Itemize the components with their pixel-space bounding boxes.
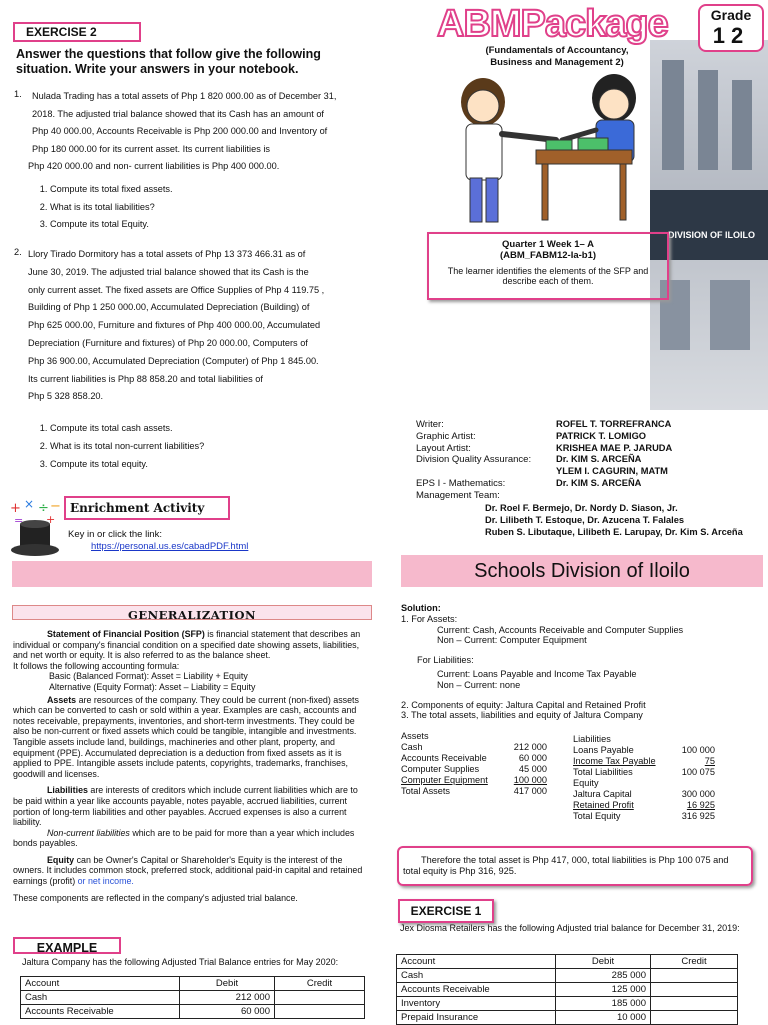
solution-line: Current: Cash, Accounts Receivable and Computer Supplies (437, 624, 684, 635)
exercise2-label: EXERCISE 2 (26, 25, 97, 39)
svg-text:×: × (24, 498, 35, 511)
liability-name: Total Liabilities (573, 767, 633, 777)
asset-name: Cash (401, 742, 423, 752)
table-cell: 285 000 (556, 969, 651, 983)
svg-text:÷: ÷ (38, 501, 49, 516)
q2-line: Building of Php 1 250 000.00, Accumulated Depreciation (Building) of (28, 302, 310, 313)
q2-line: Depreciation (Furniture and fixtures) of Php 20 000.00, Computers of (28, 337, 308, 348)
assets-text: are resources of the company. They could be current (non-fixed) assets which can be converted to cash or sold within a year. Examples are cash, accounts and notes receivable, prepayments, inventories, and short-term investments. They could be also be non-current or fixed assets which could be tangible, intangible and investments. Tangible assets include land, buildings, machineries and other plant, property, and equipment (PPE). Accumulated depreciation is a deduction from fixed assets as it is applied to PPE. Intangible assets include patents, copyrights, trademarks, franchises, goodwill and licenses. (13, 694, 359, 779)
solution-block (401, 603, 761, 721)
q1-line: 2018. The adjusted trial balance showed that its Cash has an amount of (32, 108, 324, 119)
svg-text:+: + (46, 513, 56, 526)
table-row (397, 1011, 738, 1025)
liability-value: 100 000 (681, 745, 715, 755)
generalization-title: GENERALIZATION (128, 608, 256, 622)
table-cell: 10 000 (556, 1011, 651, 1025)
table-cell (275, 1005, 365, 1019)
liability-name: Income Tax Payable (573, 756, 656, 766)
ncl-text: which are to be paid for more than a year which includes bonds payables. (13, 827, 355, 849)
q2-line: Llory Tirado Dormitory has a total assets of Php 13 373 466.31 as of (28, 249, 306, 259)
example-label: EXAMPLE (36, 941, 98, 955)
table-header-cell: Credit (651, 955, 738, 969)
formula-alt: Alternative (Equity Format): Asset – Liability = Equity (49, 681, 256, 692)
building-sign: DIVISION OF ILOILO (650, 190, 768, 260)
enrichment-label: Enrichment Activity (70, 501, 205, 515)
q1-subitems (30, 181, 173, 234)
equity-paragraph (13, 855, 369, 887)
table-header-row (21, 977, 365, 991)
q1-subitem: 2. What is its total liabilities? (50, 199, 173, 217)
conclusion-text: Therefore the total asset is Php 417, 000, total liabilities is Php 100 075 and total equity is Php 316, 925. (403, 855, 729, 876)
table-header-row (397, 955, 738, 969)
q2-line: June 30, 2019. The adjusted trial balance showed that its Cash is the (28, 266, 309, 277)
credit-role: Management Team: (416, 489, 500, 501)
credit-role: Graphic Artist: (416, 430, 476, 442)
assets-term: Assets (47, 694, 77, 705)
q1-subitem: 3. Compute its total Equity. (50, 216, 173, 234)
table-row (21, 1005, 365, 1019)
q2-line: Php 36 900.00, Accumulated Depreciation (Computer) of Php 1 845.00. (28, 355, 319, 366)
example-label-box (13, 937, 121, 954)
team-line: Ruben S. Libutaque, Lilibeth E. Larupay, Dr. Kim S. Arceña (485, 527, 743, 537)
asset-name: Accounts Receivable (401, 753, 487, 763)
exercise2-intro-line1: Answer the questions that follow give the following (16, 47, 321, 61)
team-line: Dr. Lilibeth T. Estoque, Dr. Azucena T. Falales (485, 515, 685, 525)
equity-row (573, 811, 715, 822)
magic-hat-icon (6, 498, 64, 558)
formula-intro: It follows the following accounting formula: (13, 660, 180, 671)
liability-name: Loans Payable (573, 745, 634, 755)
package-title: ABMPackage (437, 3, 668, 45)
q2-subitem: 1. Compute its total cash assets. (50, 419, 204, 437)
left-pink-banner (12, 561, 372, 587)
credit-role: Writer: (416, 419, 444, 430)
ncl-term: Non-current liabilities (47, 827, 130, 838)
enrichment-instruction: Key in or click the link: (68, 529, 162, 540)
q2-subitem: 3. Compute its total equity. (50, 455, 204, 473)
asset-value: 60 000 (518, 753, 547, 763)
table-cell: Cash (21, 991, 180, 1005)
q1-line: Php 420 000.00 and non- current liabilities is Php 400 000.00. (28, 161, 280, 172)
quarter-line2: (ABM_FABM12-Ia-b1) (499, 250, 597, 261)
quarter-line1: Quarter 1 Week 1– A (502, 239, 594, 250)
q1-number: 1. (14, 89, 22, 99)
credit-name: PATRICK T. LOMIGO (556, 430, 647, 441)
svg-text:+: + (10, 501, 21, 516)
solution-line: Non – Current: none (437, 679, 521, 690)
division-banner (401, 555, 763, 587)
assets-title: Assets (401, 731, 429, 741)
subtitle-line1: (Fundamentals of Accountancy, (485, 45, 629, 56)
reflected-text: These components are reflected in the company's adjusted trial balance. (13, 892, 298, 903)
table-cell (651, 997, 738, 1011)
q1-line: Php 40 000.00, Accounts Receivable is Php 200 000.00 and Inventory of (32, 126, 328, 137)
svg-text:−: − (50, 499, 61, 514)
equity-name: Jaltura Capital (573, 789, 632, 799)
table-header-cell: Debit (556, 955, 651, 969)
q2-text (28, 246, 324, 406)
table-row (397, 997, 738, 1011)
asset-name: Total Assets (401, 786, 451, 796)
teacher-student-illustration (438, 68, 668, 228)
enrichment-link[interactable]: https://personal.us.es/cabadPDF.html (91, 541, 249, 552)
equity-name: Retained Profit (573, 800, 634, 810)
quarter-desc2: describe each of them. (502, 276, 594, 286)
equity-value: 16 925 (686, 800, 715, 810)
asset-value: 100 000 (513, 775, 547, 785)
equity-row (573, 800, 715, 811)
grade-number: 12 (712, 23, 750, 48)
credit-role: Layout Artist: (416, 442, 471, 454)
table-cell: Inventory (397, 997, 556, 1011)
table-header-cell: Account (397, 955, 556, 969)
asset-row (401, 786, 547, 797)
equity-tail: or net income. (77, 876, 134, 887)
table-cell (651, 983, 738, 997)
grade-label: Grade (710, 7, 752, 23)
solution-line: 1. For Assets: (401, 613, 458, 624)
table-cell: 185 000 (556, 997, 651, 1011)
solution-line: Non – Current: Computer Equipment (437, 635, 587, 646)
liability-row (573, 767, 715, 778)
assets-sheet (401, 731, 547, 797)
asset-row (401, 742, 547, 753)
example-table (20, 976, 365, 1019)
asset-row (401, 764, 547, 775)
table-row (397, 983, 738, 997)
credit-role (416, 466, 531, 478)
table-cell: 212 000 (180, 991, 275, 1005)
quarter-desc1: The learner identifies the elements of the SFP and (447, 266, 649, 276)
q2-subitem: 2. What is its total non-current liabilities? (50, 437, 204, 455)
exercise2-intro-line2: situation. Write your answers in your notebook. (16, 62, 299, 76)
example-text: Jaltura Company has the following Adjusted Trial Balance entries for May 2020: (22, 957, 339, 967)
table-cell: Accounts Receivable (21, 1005, 180, 1019)
credits-names (556, 419, 672, 490)
exercise1-label-box (398, 899, 494, 923)
equity-row (573, 789, 715, 800)
asset-name: Computer Supplies (401, 764, 480, 774)
generalization-body (13, 629, 369, 903)
sfp-term: Statement of Financial Position (SFP) (47, 629, 205, 639)
credit-name: Dr. KIM S. ARCEÑA (556, 454, 642, 465)
q2-line: only current asset. The fixed assets are Office Supplies of Php 4 119.75 , (28, 284, 325, 295)
credit-name: YLEM I. CAGURIN, MATM (556, 466, 668, 477)
table-cell: 60 000 (180, 1005, 275, 1019)
credits-roles (416, 419, 531, 502)
generalization-title-bar (12, 605, 372, 620)
equity-term: Equity (47, 854, 75, 865)
q2-subitems (30, 419, 204, 473)
table-cell: Prepaid Insurance (397, 1011, 556, 1025)
exercise1-text: Jex Diosma Retailers has the following Adjusted trial balance for December 31, 2019: (400, 923, 740, 933)
liability-row (573, 745, 715, 756)
asset-name: Computer Equipment (401, 775, 488, 785)
q2-line: Its current liabilities is Php 88 858.20 and total liabilities of (28, 373, 263, 384)
exercise2-label-box (13, 22, 141, 42)
sfp-text: is financial statement that describes an individual or company's financial condition on a specified date showing assets, liabilities, and net worth or equity. It is also referred to as the balance sheet. (13, 629, 361, 661)
q1-line: Nulada Trading has a total assets of Php 1 820 000.00 as of December 31, (32, 91, 337, 101)
table-cell (651, 969, 738, 983)
solution-title: Solution: (401, 603, 441, 613)
credit-name: Dr. KIM S. ARCEÑA (556, 477, 642, 488)
liabilities-sheet (573, 734, 715, 822)
liabilities-title: Liabilities (573, 734, 611, 744)
q2-number: 2. (14, 247, 22, 257)
table-cell: Cash (397, 969, 556, 983)
q1-line: Php 180 000.00 for its current asset. Its current liabilities is (32, 143, 270, 154)
q2-line: Php 625 000.00, Furniture and fixtures of Php 400 000.00, Accumulated (28, 320, 321, 331)
solution-line: Current: Loans Payable and Income Tax Payable (437, 668, 637, 679)
asset-value: 417 000 (513, 786, 547, 796)
table-cell (275, 991, 365, 1005)
table-cell (651, 1011, 738, 1025)
equity-value: 316 925 (681, 811, 715, 821)
asset-row (401, 775, 547, 786)
q1-text (28, 88, 337, 176)
ncl-paragraph (13, 828, 369, 849)
table-row (397, 969, 738, 983)
credit-role: Division Quality Assurance: (416, 454, 532, 466)
solution-line: 2. Components of equity: Jaltura Capital and Retained Profit (401, 699, 646, 710)
liabilities-term: Liabilities (47, 785, 88, 796)
exercise1-table (396, 954, 738, 1025)
liabilities-paragraph (13, 785, 369, 827)
management-team (485, 502, 743, 538)
table-row (21, 991, 365, 1005)
equity-value: 300 000 (681, 789, 715, 799)
exercise1-label: EXERCISE 1 (410, 904, 482, 918)
q1-subitem: 1. Compute its total fixed assets. (50, 181, 173, 199)
quarter-box (427, 232, 669, 300)
liability-value: 100 075 (681, 767, 715, 777)
credit-role: EPS I - Mathematics: (416, 477, 506, 489)
svg-text:=: = (14, 514, 24, 527)
division-banner-text: Schools Division of Iloilo (474, 560, 690, 582)
asset-value: 45 000 (518, 764, 547, 774)
table-header-cell: Account (21, 977, 180, 991)
exercise2-intro (16, 47, 346, 77)
formula-basic: Basic (Balanced Format): Asset = Liability + Equity (49, 671, 248, 682)
equity-title: Equity (573, 778, 599, 788)
package-subtitle (462, 45, 652, 69)
table-cell: Accounts Receivable (397, 983, 556, 997)
liability-row (573, 756, 715, 767)
solution-line: 3. The total assets, liabilities and equity of Jaltura Company (401, 710, 643, 721)
liability-value: 75 (704, 756, 715, 766)
subtitle-line2: Business and Management 2) (490, 57, 624, 68)
table-cell: 125 000 (556, 983, 651, 997)
table-header-cell: Debit (180, 977, 275, 991)
equity-text: can be Owner's Capital or Shareholder's Equity is the interest of the owners. It includes common stock, preferred stock, additional paid-in capital and retained earnings (profit) (13, 854, 363, 887)
asset-row (401, 753, 547, 764)
assets-paragraph (13, 695, 369, 780)
conclusion-box (397, 846, 753, 886)
q2-line: Php 5 328 858.20. (28, 391, 104, 402)
equity-name: Total Equity (573, 811, 621, 821)
grade-badge (698, 4, 764, 52)
enrichment-label-box (64, 496, 230, 520)
liabilities-text: are interests of creditors which include current liabilities which are to be paid within a year like accounts payable, notes payable, accrued liabilities, current portion of long-term liabilities and other payables. Accrued expenses is also a current liability. (13, 785, 358, 828)
credit-name: ROFEL T. TORREFRANCA (556, 419, 672, 429)
table-header-cell: Credit (275, 977, 365, 991)
solution-line: For Liabilities: (417, 655, 474, 666)
asset-value: 212 000 (513, 742, 547, 752)
sfp-paragraph (13, 629, 369, 661)
credit-name: KRISHEA MAE P. JARUDA (556, 442, 673, 453)
team-line: Dr. Roel F. Bermejo, Dr. Nordy D. Siason, Jr. (485, 503, 678, 513)
